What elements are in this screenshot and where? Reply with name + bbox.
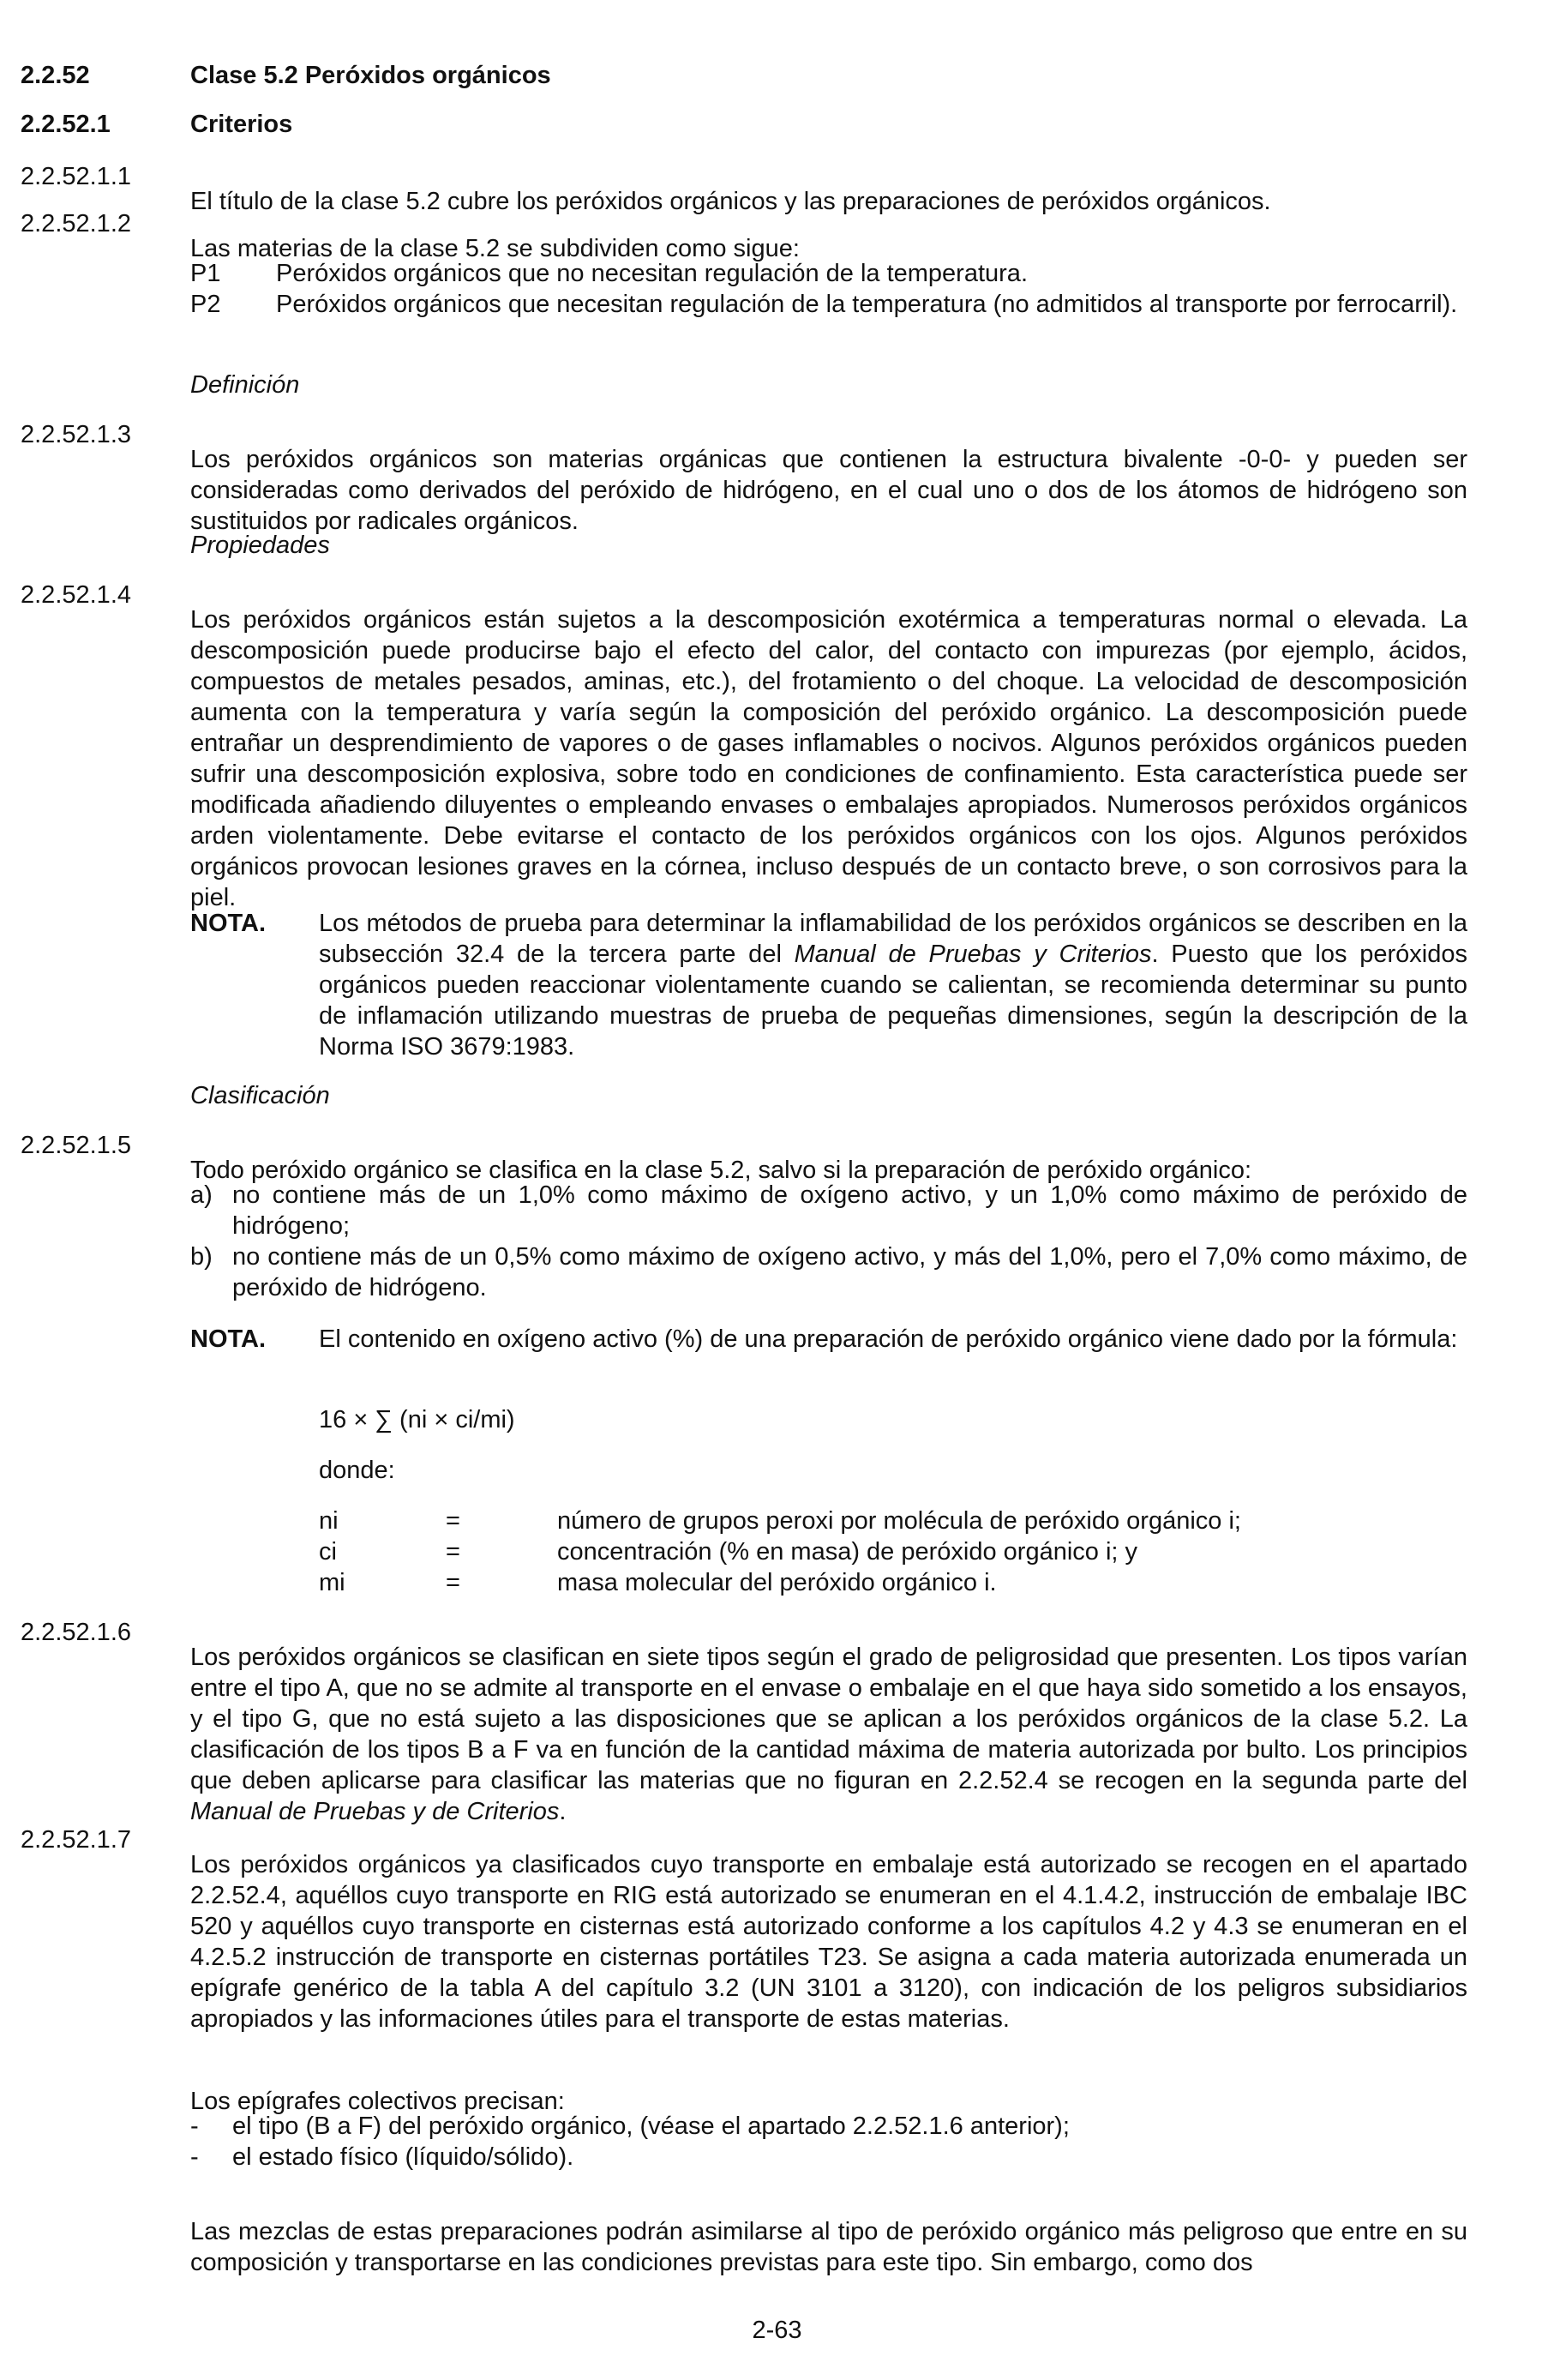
list-text: no contiene más de un 1,0% como máximo de oxígeno activo, y un 1,0% como máximo de peróxido de hidrógeno; [232, 1181, 1467, 1240]
list-text: Peróxidos orgánicos que no necesitan regulación de la temperatura. [276, 260, 1028, 287]
paragraph-text: Los peróxidos orgánicos son materias orgánicas que contienen la estructura bivalente -0-0- y pueden ser consideradas como derivados del peróxido de hidrógeno, en el cual uno o dos de los átomos de hidrógeno son sustituidos por radicales orgánicos. [190, 446, 1467, 535]
paragraph-text: El título de la clase 5.2 cubre los peróxidos orgánicos y las preparaciones de peróxidos orgánicos. [190, 188, 1271, 215]
variable-symbol: ni [319, 1507, 339, 1535]
list-text: el estado físico (líquido/sólido). [232, 2143, 574, 2171]
section-number: 2.2.52 [21, 62, 90, 89]
subsection-number: 2.2.52.1 [21, 111, 111, 138]
list-text: el tipo (B a F) del peróxido orgánico, (véase el apartado 2.2.52.1.6 anterior); [232, 2113, 1070, 2140]
paragraph-text: Los peróxidos orgánicos ya clasificados cuyo transporte en embalaje está autorizado se recogen en el apartado 2.2.52.4, aquéllos cuyo transporte en RIG está autorizado se enumeran en el 4.1.4.2, instrucción de embalaje IBC 520 y aquéllos cuyo transporte en cisternas está autorizado conforme a los capítulos 4.2 y 4.3 se enumeran en el 4.2.5.2 instrucción de transporte en cisternas portátiles T23. Se asigna a cada materia autorizada enumerada un epígrafe genérico de la tabla A del capítulo 3.2 (UN 3101 a 3120), con indicación de los peligros subsidiarios apropiados y las informaciones útiles para el transporte de estas materias. [190, 1851, 1467, 2033]
paragraph-text-part: Los peróxidos orgánicos se clasifican en siete tipos según el grado de peligrosidad que presenten. Los tipos varían entre el tipo A, que no se admite al transporte en el envase o embalaje en el que haya sido sometido a los ensayos, y el tipo G, que no está sujeto a las disposiciones que se aplican a los peróxidos orgánicos de la clase 5.2. La clasificación de los tipos B a F va en función de la cantidad máxima de materia autorizada por bulto. Los principios que deben aplicarse para clasificar las materias que no figuran en 2.2.52.4 se recogen en la segunda parte del [190, 1644, 1467, 1794]
formula-text: 16 × ∑ (ni × ci/mi) [319, 1406, 515, 1433]
nota-label: NOTA. [190, 910, 267, 937]
italic-heading: Clasificación [190, 1082, 330, 1109]
subsection-title: Criterios [190, 111, 293, 138]
paragraph-number: 2.2.52.1.2 [21, 210, 131, 237]
nota-label: NOTA. [190, 1325, 267, 1353]
nota-text-part: Los métodos de prueba para determinar la inflamabilidad de los peróxidos orgánicos se describen en la subsección 32.4 de la tercera parte del [319, 910, 1467, 968]
variable-equals: = [446, 1569, 460, 1596]
paragraph-number: 2.2.52.1.1 [21, 163, 131, 190]
variable-description: número de grupos peroxi por molécula de peróxido orgánico i; [557, 1507, 1241, 1535]
paragraph-text: Las materias de la clase 5.2 se subdividen como sigue: [190, 235, 800, 262]
paragraph-text: Los epígrafes colectivos precisan: [190, 2088, 565, 2115]
variable-symbol: ci [319, 1538, 337, 1566]
page-number: 2-63 [752, 2317, 802, 2344]
nota-text: El contenido en oxígeno activo (%) de una preparación de peróxido orgánico viene dado por la fórmula: [319, 1325, 1458, 1353]
manual-title: Manual de Pruebas y Criterios [794, 941, 1152, 968]
donde-text: donde: [319, 1457, 395, 1484]
italic-heading: Definición [190, 371, 300, 399]
list-text: Peróxidos orgánicos que necesitan regulación de la temperatura (no admitidos al transporte por ferrocarril). [276, 291, 1458, 318]
list-label: P1 [190, 260, 221, 287]
paragraph-number: 2.2.52.1.5 [21, 1132, 131, 1159]
paragraph-text-part: . [559, 1798, 567, 1825]
manual-title: Manual de Pruebas y de Criterios [190, 1798, 560, 1825]
paragraph-text [190, 1642, 1467, 1827]
variable-symbol: mi [319, 1569, 345, 1596]
variable-description: concentración (% en masa) de peróxido orgánico i; y [557, 1538, 1138, 1566]
paragraph-number: 2.2.52.1.3 [21, 421, 131, 448]
italic-heading: Propiedades [190, 532, 330, 559]
list-marker: b) [190, 1243, 213, 1271]
variable-equals: = [446, 1507, 460, 1535]
list-marker: - [190, 2143, 199, 2171]
list-marker: - [190, 2113, 199, 2140]
variable-equals: = [446, 1538, 460, 1566]
paragraph-text: Los peróxidos orgánicos están sujetos a la descomposición exotérmica a temperaturas normal o elevada. La descomposición puede producirse bajo el efecto del calor, del contacto con impurezas (por ejemplo, ácidos, compuestos de metales pesados, aminas, etc.), del frotamiento o del choque. La velocidad de descomposición aumenta con la temperatura y varía según la composición del peróxido orgánico. La descomposición puede entrañar un desprendimiento de vapores o de gases inflamables o nocivos. Algunos peróxidos orgánicos pueden sufrir una descomposición explosiva, sobre todo en condiciones de confinamiento. Esta característica puede ser modificada añadiendo diluyentes o empleando envases o embalajes apropiados. Numerosos peróxidos orgánicos arden violentamente. Debe evitarse el contacto de los peróxidos orgánicos con los ojos. Algunos peróxidos orgánicos provocan lesiones graves en la córnea, incluso después de un contacto breve, o son corrosivos para la piel. [190, 606, 1467, 911]
variable-description: masa molecular del peróxido orgánico i. [557, 1569, 997, 1596]
paragraph-number: 2.2.52.1.7 [21, 1826, 131, 1854]
nota-text [319, 908, 1467, 1062]
paragraph-number: 2.2.52.1.4 [21, 581, 131, 609]
list-marker: a) [190, 1181, 213, 1209]
list-label: P2 [190, 291, 221, 318]
section-title: Clase 5.2 Peróxidos orgánicos [190, 62, 551, 89]
paragraph-text: Las mezclas de estas preparaciones podrán asimilarse al tipo de peróxido orgánico más peligroso que entre en su composición y transportarse en las condiciones previstas para este tipo. Sin embargo, como dos [190, 2218, 1467, 2276]
list-text: no contiene más de un 0,5% como máximo de oxígeno activo, y más del 1,0%, pero el 7,0% como máximo, de peróxido de hidrógeno. [232, 1243, 1467, 1301]
paragraph-number: 2.2.52.1.6 [21, 1619, 131, 1646]
nota-text-part: . Puesto que los peróxidos orgánicos pueden reaccionar violentamente cuando se calientan, se recomienda determinar su punto de inflamación utilizando muestras de prueba de pequeñas dimensiones, según la descripción de la Norma ISO 3679:1983. [319, 941, 1467, 1061]
paragraph-text: Todo peróxido orgánico se clasifica en la clase 5.2, salvo si la preparación de peróxido orgánico: [190, 1157, 1252, 1184]
